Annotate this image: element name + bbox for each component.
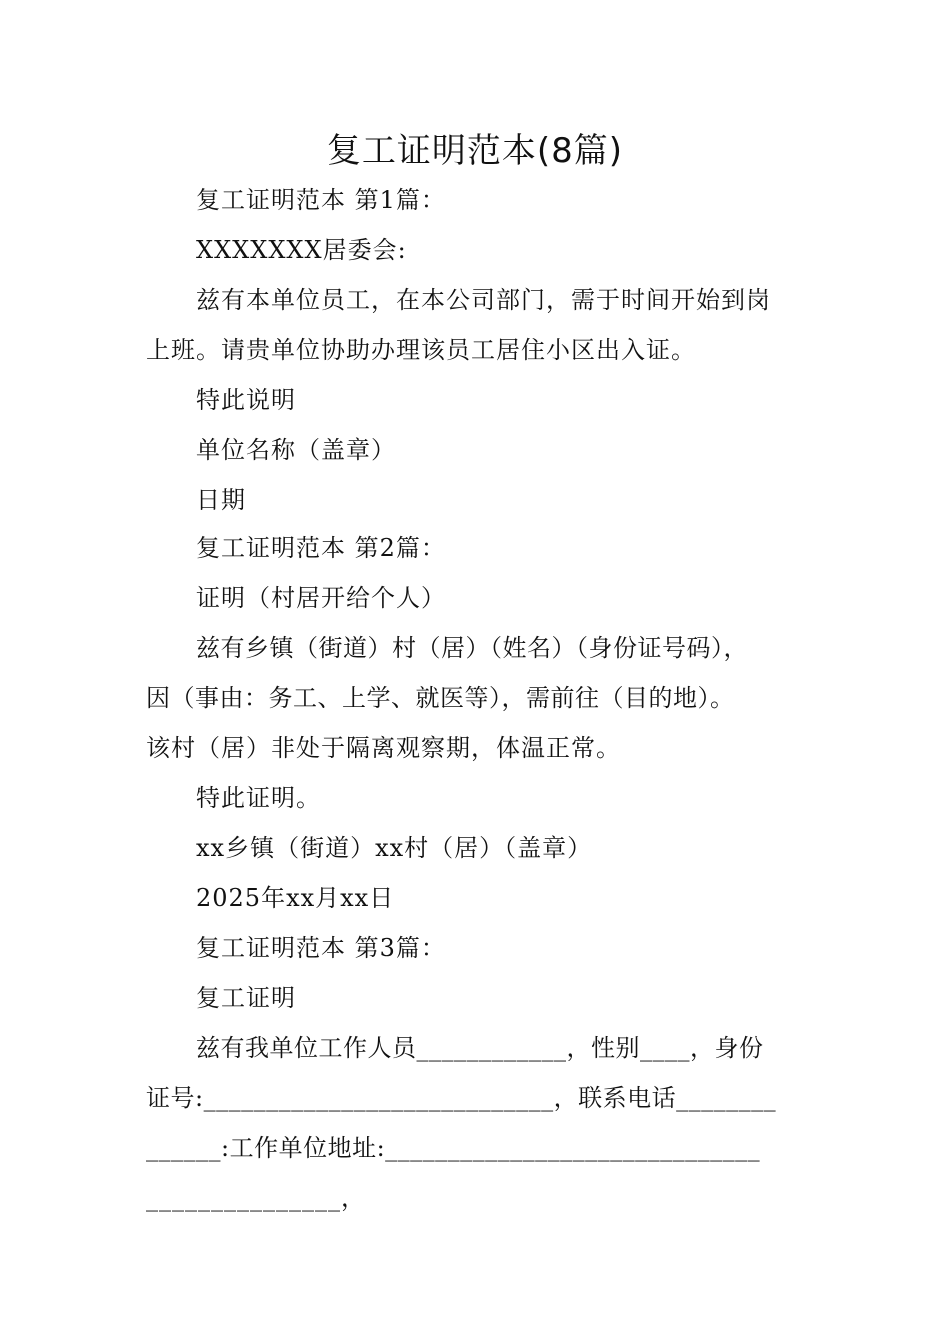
section-3-heading: 复工证明范本 第3篇： xyxy=(196,934,446,962)
paragraph-1-line-1: 兹有本单位员工，在本公司部门，需于时间开始到岗 xyxy=(196,286,771,314)
paragraph-2-line-3: 该村（居）非处于隔离观察期，体温正常。 xyxy=(146,734,621,762)
document-title: 复工证明范本(8篇) xyxy=(326,131,624,171)
paragraph-2-line-2: 因（事由：务工、上学、就医等），需前往（目的地）。 xyxy=(146,684,735,712)
paragraph-3-line-3: ______:工作单位地址:______________________________ xyxy=(146,1134,761,1162)
closing-note-2: 特此证明。 xyxy=(196,784,321,812)
unit-name-seal: 单位名称（盖章） xyxy=(196,436,396,464)
section-2-heading: 复工证明范本 第2篇： xyxy=(196,534,446,562)
date-label: 日期 xyxy=(196,486,246,514)
certificate-title-3: 复工证明 xyxy=(196,984,296,1012)
paragraph-3-line-4: _______________， xyxy=(146,1184,366,1212)
section-1-heading: 复工证明范本 第1篇： xyxy=(196,186,446,214)
paragraph-2-line-1: 兹有乡镇（街道）村（居）（姓名）（身份证号码）， xyxy=(196,634,748,662)
closing-note-1: 特此说明 xyxy=(196,386,296,414)
certificate-subtitle: 证明（村居开给个人） xyxy=(196,584,446,612)
addressee-line: XXXXXXX居委会: xyxy=(196,236,407,264)
paragraph-3-line-1: 兹有我单位工作人员____________，性别____，身份 xyxy=(196,1034,764,1062)
date-line: 2025年xx月xx日 xyxy=(196,884,395,912)
paragraph-3-line-2: 证号:____________________________，联系电话________ xyxy=(146,1084,777,1112)
paragraph-1-line-2: 上班。请贵单位协助办理该员工居住小区出入证。 xyxy=(146,336,696,364)
village-seal-line: xx乡镇（街道）xx村（居）（盖章） xyxy=(196,834,593,862)
